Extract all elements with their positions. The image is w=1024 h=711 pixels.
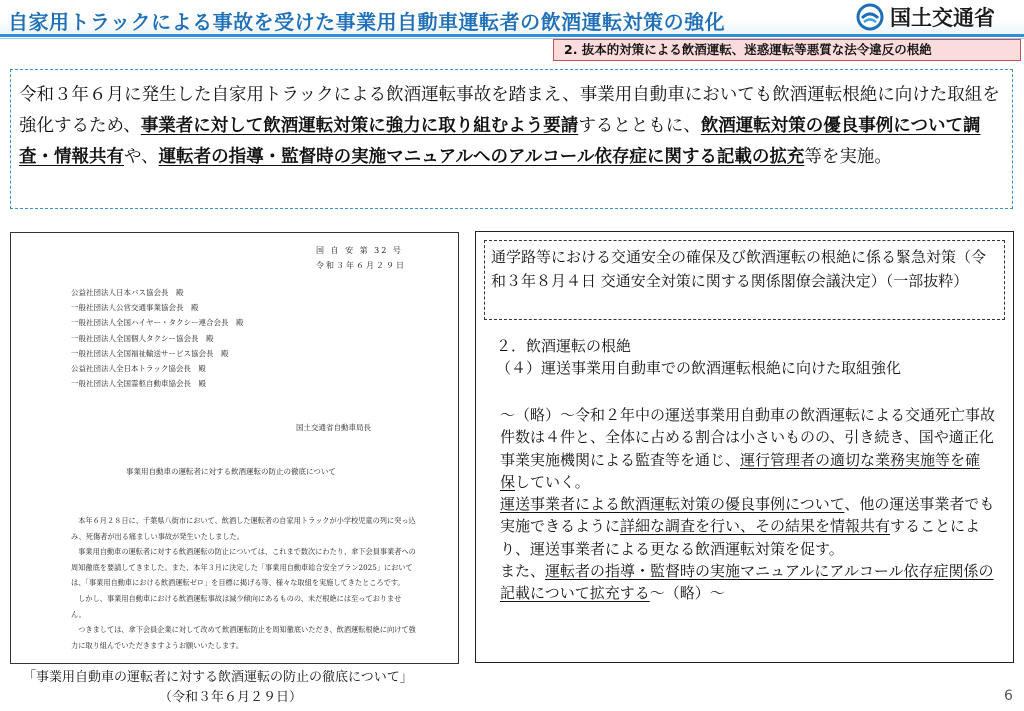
- summary-text-3: や、: [124, 147, 159, 167]
- notice-document: [10, 232, 459, 664]
- excerpt-text: することにより、運送事業者による更なる飲酒運転対策を促す。: [500, 517, 981, 558]
- excerpt-body: [500, 404, 995, 605]
- notice-body: [71, 513, 416, 653]
- excerpt-text: 、他の運送事業者でも実施できるように: [500, 495, 995, 536]
- summary-text-4: 等を実施。: [804, 147, 892, 167]
- excerpt-text: 〜（略）〜令和２年中の運送事業用自動車の飲酒運転による交通死亡事故件数は４件と、全体に占める割合は小さいものの、引き続き、国や適正化事業実施機関による監査等を通じ、: [500, 406, 996, 469]
- excerpt-underline: 運送事業者による飲酒運転対策の優良事例について: [500, 495, 845, 514]
- excerpt-section-title: ２．飲酒運転の根絶: [496, 337, 632, 355]
- excerpt-subsection-title: （４）運送事業用自動車での飲酒運転根絶に向けた取組強化: [496, 359, 902, 377]
- excerpt-header: 通学路等における交通安全の確保及び飲酒運転の根絶に係る緊急対策（令和３年８月４日 交通安全対策に関する関係閣僚会議決定）（一部抜粋）: [484, 240, 1005, 320]
- summary-box: [10, 69, 1013, 209]
- excerpt-underline: 運行管理者の適切な業務実施等を確保: [500, 450, 981, 491]
- notice-addressees: [71, 285, 244, 391]
- notice-date: 令和３年６月２９日: [316, 261, 406, 270]
- addressee-item: 一般社団法人全国福祉輸送サービス協会長 殿: [71, 348, 229, 358]
- page-title: 自家用トラックによる事故を受けた事業用自動車運転者の飲酒運転対策の強化: [8, 10, 726, 34]
- notice-number: 国 自 安 第 32 号: [316, 246, 403, 255]
- summary-emphasis-3: 運転者の指導・監督時の実施マニュアルへのアルコール依存症に関する記載の拡充: [158, 147, 805, 167]
- excerpt-text: していく。: [515, 472, 590, 491]
- addressee-item: 公益社団法人全日本トラック協会長 殿: [71, 364, 206, 374]
- notice-number-block: [316, 243, 406, 273]
- summary-text-1: 令和３年６月に発生した自家用トラックによる飲酒運転事故を踏まえ、事業用自動車においても飲酒運転根絶に向けた取組を強化するため、: [19, 85, 1000, 136]
- summary-emphasis-2: 飲酒運転対策の優良事例について調査・情報共有: [19, 116, 981, 167]
- notice-caption-date: （令和３年６月２９日）: [159, 690, 303, 705]
- notice-caption-title: 「事業用自動車の運転者に対する飲酒運転の防止の徹底について」: [23, 670, 413, 685]
- notice-paragraph: 事業用自動車の運転者に対する飲酒運転の防止については、これまで数次にわたり、傘下会員事業者への周知徹底を要請してきました。また、本年３月に決定した「事業用自動車総合安全プラン2025」においては、「事業用自動車における飲酒運転ゼロ」を目標に掲げる等、様々な取組を実施してきたところです。: [71, 547, 416, 588]
- notice-paragraph: つきましては、傘下会員企業に対して改めて飲酒運転防止を周知徹底いただき、飲酒運転根絶に向けて強力に取り組んでいただきますようお願いいたします。: [71, 625, 416, 650]
- excerpt-box: [475, 231, 1014, 663]
- section-tag: 2. 抜本的対策による飲酒運転、迷惑運転等悪質な法令違反の根絶: [553, 39, 1021, 61]
- addressee-item: 一般社団法人全国個人タクシー協会長 殿: [71, 333, 214, 343]
- excerpt-section: [496, 335, 901, 379]
- page-number: 6: [1004, 688, 1013, 704]
- addressee-item: 公益社団法人日本バス協会長 殿: [71, 288, 184, 297]
- notice-subject: 事業用自動車の運転者に対する飲酒運転の防止の徹底について: [126, 467, 336, 476]
- notice-paragraph: しかし、事業用自動車における飲酒運転事故は減少傾向にあるものの、未だ根絶には至っておりません。: [71, 593, 402, 619]
- addressee-item: 一般社団法人全国霊柩自動車協会長 殿: [71, 379, 206, 389]
- summary-text-2: するとともに、: [578, 116, 701, 136]
- excerpt-text: 〜（略）〜: [649, 584, 725, 603]
- notice-paragraph: 本年６月２８日に、千葉県八街市において、飲酒した運転者の自家用トラックが小学校児童の列に突っ込み、死傷者が出る痛ましい事故が発生いたしました。: [71, 516, 416, 541]
- mlit-logo-icon: [856, 3, 884, 31]
- notice-sender: 国土交通省自動車局長: [296, 423, 371, 432]
- addressee-item: 一般社団法人全国ハイヤー・タクシー連合会長 殿: [71, 318, 244, 328]
- ministry-logo: [856, 2, 995, 32]
- summary-emphasis-1: 事業者に対して飲酒運転対策に強力に取り組むよう要請: [140, 116, 579, 136]
- excerpt-text: また、: [500, 562, 546, 581]
- excerpt-underline: 詳細な調査を行い、その結果を情報共有: [620, 517, 891, 536]
- addressee-item: 一般社団法人公営交通事業協会長 殿: [71, 303, 199, 313]
- title-bar: [0, 0, 1024, 36]
- excerpt-underline: 運転者の指導・監督時の実施マニュアルにアルコール依存症関係の記載について拡充する: [500, 562, 994, 603]
- title-divider: [0, 34, 1024, 37]
- ministry-name: 国土交通省: [890, 6, 995, 30]
